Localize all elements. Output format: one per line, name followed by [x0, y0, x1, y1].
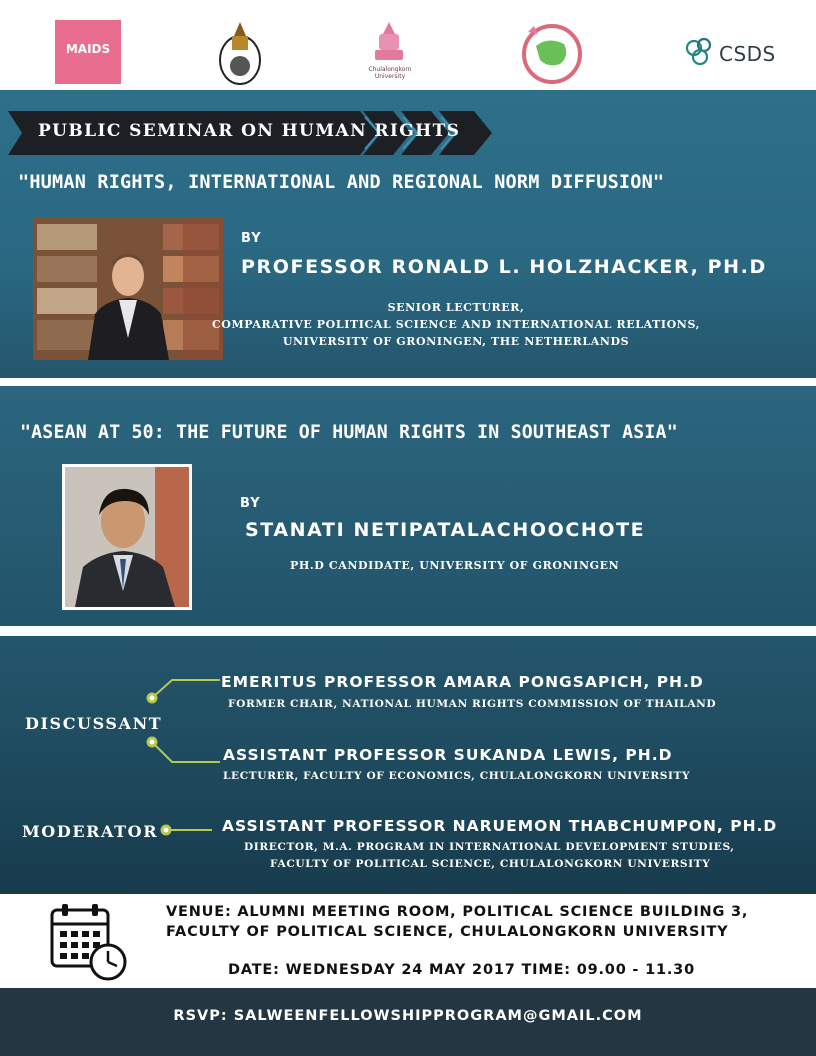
speaker2-photo: [62, 464, 192, 610]
panel-section: [0, 636, 816, 894]
moderator-connector-line: [158, 822, 212, 838]
section-divider: [0, 626, 816, 636]
moderator-role-line1: DIRECTOR, M.A. PROGRAM IN INTERNATIONAL DEVELOPMENT STUDIES,: [244, 841, 735, 853]
section-divider: [0, 378, 816, 386]
chulalongkorn-logo: [365, 20, 413, 68]
discussant-label: DISCUSSANT: [25, 714, 163, 733]
speaker2-affiliation: PH.D CANDIDATE, UNIVERSITY OF GRONINGEN: [290, 559, 620, 572]
discussant2-role: LECTURER, FACULTY OF ECONOMICS, CHULALONGKORN UNIVERSITY: [223, 770, 691, 782]
discussant1-name: EMERITUS PROFESSOR AMARA PONGSAPICH, PH.D: [221, 673, 704, 691]
rsvp-email-link[interactable]: RSVP: SALWEENFELLOWSHIPPROGRAM@GMAIL.COM: [173, 1008, 643, 1024]
calendar-clock-icon: [48, 902, 130, 984]
talk2-section: [0, 386, 816, 626]
speaker2-photo-image: [65, 467, 189, 607]
venue-line1: VENUE: ALUMNI MEETING ROOM, POLITICAL SCIENCE BUILDING 3,: [166, 904, 749, 920]
date-time: DATE: WEDNESDAY 24 MAY 2017 TIME: 09.00 - 11.30: [228, 962, 695, 978]
chulalongkorn-logo-text: Chulalongkorn University: [368, 66, 412, 80]
discussant1-role: FORMER CHAIR, NATIONAL HUMAN RIGHTS COMMISSION OF THAILAND: [228, 698, 717, 710]
maids-logo-text: MAIDS: [65, 42, 111, 56]
seminar-banner-title: PUBLIC SEMINAR ON HUMAN RIGHTS: [38, 121, 461, 141]
moderator-label: MODERATOR: [22, 822, 159, 841]
venue-section: [0, 894, 816, 988]
speaker1-affiliation-line2: COMPARATIVE POLITICAL SCIENCE AND INTERNATIONAL RELATIONS,: [211, 318, 701, 331]
institute-asian-studies-logo: [520, 22, 584, 86]
discussant2-name: ASSISTANT PROFESSOR SUKANDA LEWIS, PH.D: [223, 746, 673, 764]
talk2-by-label: BY: [240, 496, 261, 511]
logo-band: [0, 0, 816, 90]
csds-spiral-icon: [684, 36, 716, 68]
csds-logo-text: CSDS: [719, 42, 776, 66]
talk1-title: "HUMAN RIGHTS, INTERNATIONAL AND REGIONAL NORM DIFFUSION": [18, 172, 665, 193]
talk1-section: [0, 90, 816, 378]
thai-crest-logo: [216, 18, 264, 88]
maids-logo: [55, 20, 121, 84]
rsvp-footer: [0, 988, 816, 1056]
talk2-title: "ASEAN AT 50: THE FUTURE OF HUMAN RIGHTS IN SOUTHEAST ASIA": [20, 422, 678, 443]
talk1-by-label: BY: [241, 231, 262, 246]
speaker1-affiliation-line1: SENIOR LECTURER,: [387, 301, 525, 314]
speaker1-name: PROFESSOR RONALD L. HOLZHACKER, PH.D: [241, 256, 767, 278]
moderator-name: ASSISTANT PROFESSOR NARUEMON THABCHUMPON, PH.D: [222, 817, 778, 835]
speaker2-name: STANATI NETIPATALACHOOCHOTE: [245, 519, 646, 541]
speaker1-affiliation-line3: UNIVERSITY OF GRONINGEN, THE NETHERLANDS: [282, 335, 630, 348]
csds-logo: [684, 36, 784, 68]
venue-line2: FACULTY OF POLITICAL SCIENCE, CHULALONGKORN UNIVERSITY: [166, 924, 729, 940]
moderator-role-line2: FACULTY OF POLITICAL SCIENCE, CHULALONGKORN UNIVERSITY: [270, 858, 711, 870]
